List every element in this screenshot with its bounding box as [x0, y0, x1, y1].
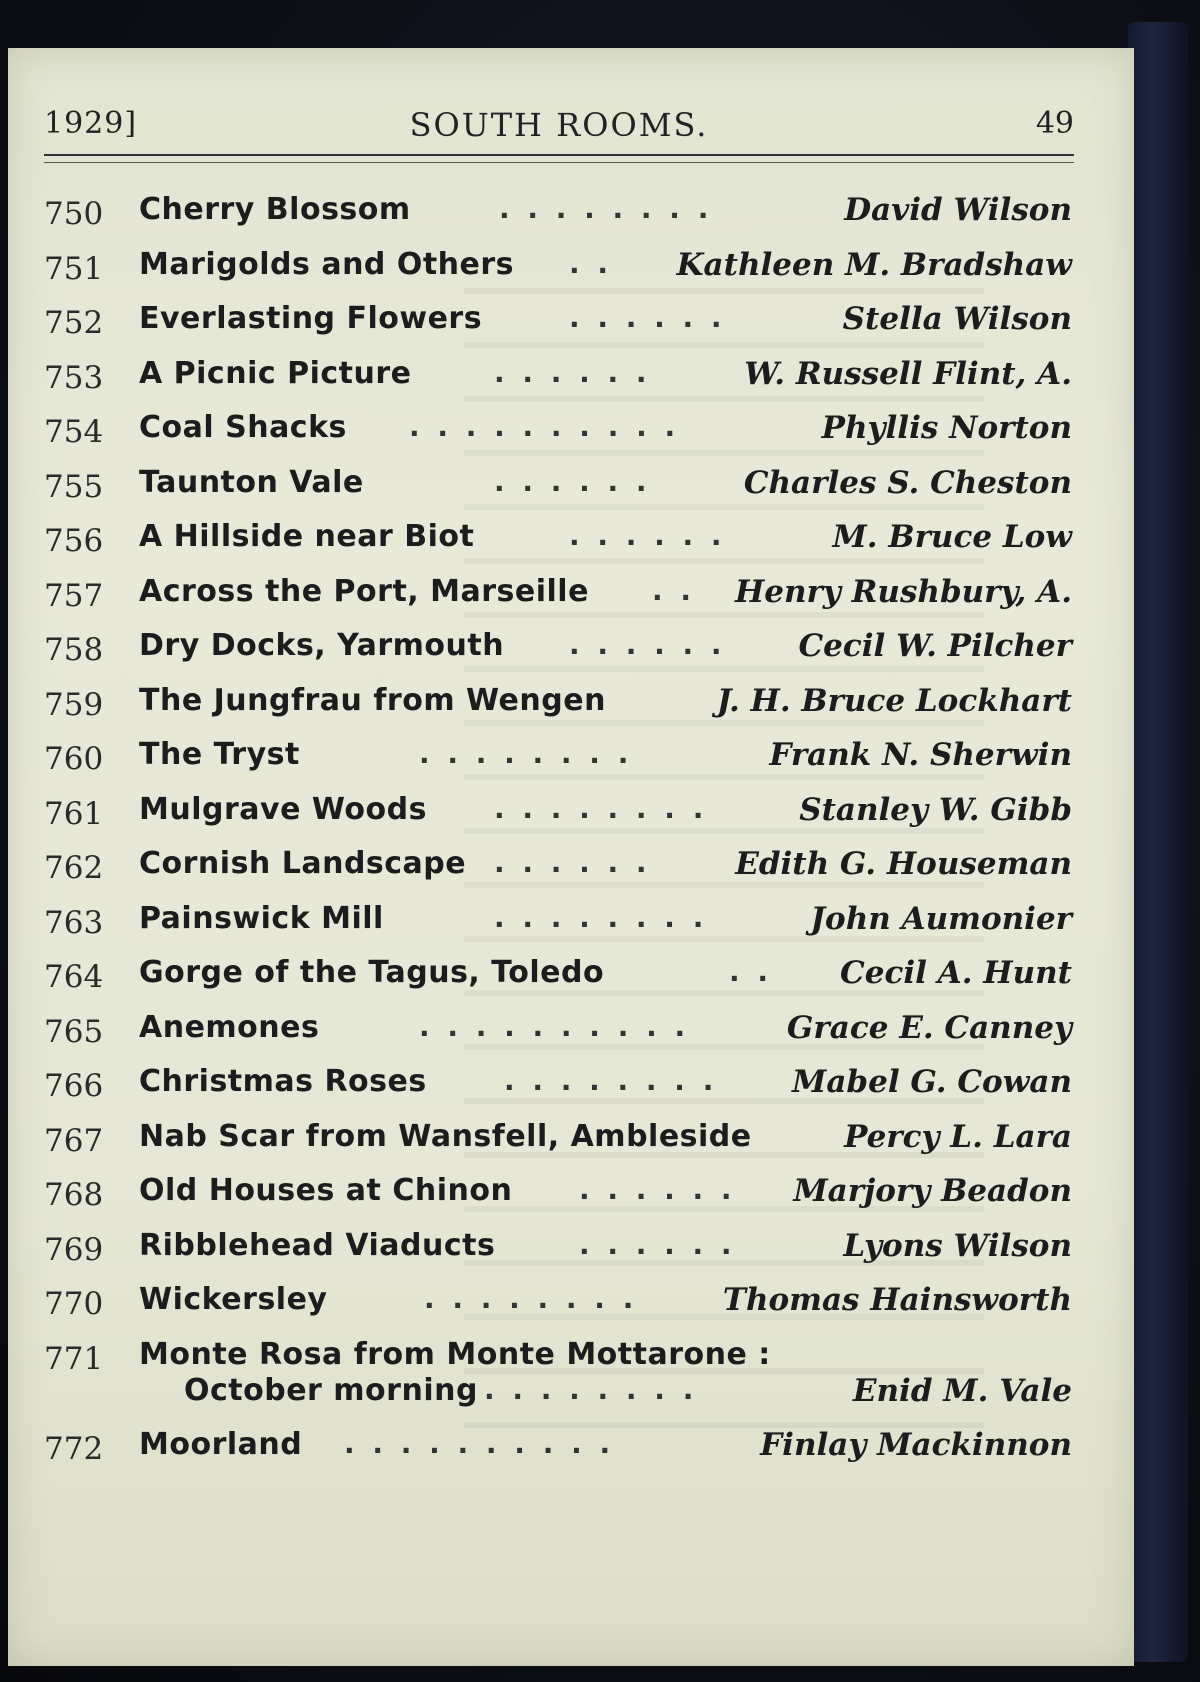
- entry-artist: Enid M. Vale: [852, 1372, 1072, 1409]
- entry-artist: M. Bruce Low: [832, 519, 1072, 555]
- leader-dots: . . . . . . . . . .: [419, 1009, 690, 1043]
- catalogue-entry: [44, 951, 1080, 1006]
- entry-title: The Tryst: [139, 737, 300, 772]
- catalogue-entry: [44, 1060, 1080, 1115]
- entry-artist: Edith G. Houseman: [735, 846, 1072, 882]
- page-number: 49: [1035, 106, 1074, 141]
- entry-title: Anemones: [139, 1009, 320, 1045]
- leader-dots: . . . . . . . .: [494, 791, 708, 825]
- entry-number: 758: [44, 632, 104, 668]
- catalogue-entry: [44, 1115, 1080, 1170]
- catalogue-entry: [44, 352, 1080, 407]
- entry-title: Old Houses at Chinon: [139, 1173, 513, 1208]
- entry-artist: Finlay Mackinnon: [760, 1426, 1072, 1463]
- entry-artist: Marjory Beadon: [793, 1173, 1072, 1209]
- entry-number: 772: [44, 1430, 104, 1467]
- catalogue-entry: [44, 1333, 1080, 1423]
- entry-number: 757: [44, 577, 104, 614]
- catalogue-entry: [44, 243, 1080, 298]
- entry-number: 768: [44, 1177, 104, 1213]
- entry-number: 766: [44, 1068, 104, 1104]
- entry-title: Nab Scar from Wansfell, Ambleside: [139, 1118, 752, 1154]
- entry-title: Taunton Vale: [139, 464, 364, 500]
- entry-title: Wickersley: [139, 1282, 328, 1317]
- entry-number: 751: [44, 250, 104, 287]
- catalogue-entry: [44, 570, 1080, 625]
- entry-artist: Mabel G. Cowan: [792, 1064, 1072, 1100]
- entry-artist: Lyons Wilson: [843, 1227, 1072, 1264]
- catalogue-entry: [44, 1423, 1080, 1478]
- entry-artist: Percy L. Lara: [844, 1118, 1072, 1155]
- entry-title: Marigolds and Others: [139, 246, 515, 282]
- entry-number: 756: [44, 523, 104, 559]
- entry-artist: Henry Rushbury, A.: [734, 573, 1072, 610]
- entry-title: Dry Docks, Yarmouth: [139, 628, 505, 663]
- leader-dots: . . . . . . . .: [424, 1282, 638, 1315]
- entry-artist: Grace E. Canney: [786, 1009, 1072, 1046]
- entry-title: Monte Rosa from Monte Mottarone :: [139, 1336, 771, 1372]
- entry-number: 764: [44, 959, 104, 995]
- leader-dots: . . . . . . . .: [499, 192, 713, 225]
- catalogue-entry: [44, 733, 1080, 788]
- book-page: [8, 48, 1134, 1666]
- entry-title: Ribblehead Viaducts: [139, 1227, 496, 1263]
- header-rule-thick: [44, 154, 1074, 156]
- catalogue-entry: [44, 297, 1080, 352]
- leader-dots: . . . . . . . . . .: [409, 410, 680, 443]
- entry-artist: Cecil A. Hunt: [840, 955, 1072, 991]
- entry-artist: Stanley W. Gibb: [799, 791, 1072, 828]
- catalogue-entry: [44, 842, 1080, 897]
- catalogue-entry: [44, 679, 1080, 734]
- leader-dots: . . . . . . . .: [484, 1372, 698, 1406]
- entry-artist: W. Russell Flint, A.: [744, 355, 1072, 392]
- catalogue-entry: [44, 897, 1080, 952]
- entry-number: 754: [44, 414, 104, 450]
- leader-dots: . . . . . .: [569, 628, 726, 661]
- entry-artist: J. H. Bruce Lockhart: [716, 682, 1072, 719]
- catalogue-entry: [44, 1006, 1080, 1061]
- entry-artist: Kathleen M. Bradshaw: [676, 246, 1072, 283]
- catalogue-entry: [44, 1169, 1080, 1224]
- catalogue-entry: [44, 515, 1080, 570]
- entry-number: 769: [44, 1231, 104, 1268]
- entry-number: 760: [44, 741, 104, 777]
- entry-number: 762: [44, 850, 104, 886]
- catalogue-entry: [44, 624, 1080, 679]
- entry-number: 767: [44, 1122, 104, 1159]
- entry-artist: John Aumonier: [810, 900, 1072, 937]
- entry-title: Gorge of the Tagus, Toledo: [139, 955, 605, 990]
- entry-title: Mulgrave Woods: [139, 791, 427, 827]
- entry-number: 771: [44, 1340, 104, 1377]
- leader-dots: . . . . . . . . . .: [344, 1426, 615, 1460]
- entry-title: Christmas Roses: [139, 1064, 427, 1099]
- entry-title: Moorland: [139, 1426, 303, 1462]
- catalogue-entry: [44, 406, 1080, 461]
- entry-number: 763: [44, 904, 104, 941]
- leader-dots: . .: [729, 955, 773, 988]
- leader-dots: . . . . . . . .: [494, 900, 708, 934]
- entry-artist: David Wilson: [844, 192, 1072, 228]
- header-title: SOUTH ROOMS.: [409, 106, 709, 144]
- leader-dots: . . . . . .: [494, 846, 651, 879]
- entry-title: Painswick Mill: [139, 900, 384, 936]
- entry-title: Across the Port, Marseille: [139, 573, 589, 609]
- header-rule-thin: [44, 162, 1074, 163]
- entry-artist: Thomas Hainsworth: [722, 1282, 1072, 1318]
- leader-dots: . .: [569, 246, 613, 280]
- leader-dots: . . . . . .: [494, 355, 651, 389]
- entry-number: 750: [44, 196, 104, 232]
- book-cover-edge: [1128, 22, 1188, 1662]
- catalogue-entry: [44, 1278, 1080, 1333]
- entry-title: Coal Shacks: [139, 410, 347, 445]
- leader-dots: . .: [652, 573, 696, 607]
- entry-title: A Picnic Picture: [139, 355, 412, 391]
- catalogue-entry: [44, 188, 1080, 243]
- catalogue-entry: [44, 1224, 1080, 1279]
- entry-title: Cornish Landscape: [139, 846, 467, 881]
- leader-dots: . . . . . .: [569, 301, 726, 334]
- leader-dots: . . . . . .: [569, 519, 726, 552]
- entry-number: 755: [44, 468, 104, 505]
- catalogue-entry: [44, 461, 1080, 516]
- leader-dots: . . . . . . . .: [504, 1064, 718, 1097]
- entry-title: A Hillside near Biot: [139, 519, 475, 554]
- leader-dots: . . . . . .: [579, 1227, 736, 1261]
- entry-artist: Stella Wilson: [842, 301, 1072, 337]
- entry-title: The Jungfrau from Wengen: [139, 682, 606, 718]
- entry-number: 761: [44, 795, 104, 832]
- entry-number: 753: [44, 359, 104, 396]
- entry-number: 765: [44, 1013, 104, 1050]
- leader-dots: . . . . . . . .: [419, 737, 633, 770]
- entry-title-continued: October morning: [184, 1372, 478, 1408]
- catalogue-list: [44, 188, 1080, 1477]
- entry-artist: Cecil W. Pilcher: [798, 628, 1072, 664]
- catalogue-entry: [44, 788, 1080, 843]
- header-year: 1929]: [44, 106, 138, 141]
- entry-title: Everlasting Flowers: [139, 301, 483, 336]
- entry-artist: Frank N. Sherwin: [769, 737, 1072, 773]
- entry-artist: Charles S. Cheston: [743, 464, 1072, 501]
- entry-title: Cherry Blossom: [139, 192, 411, 227]
- entry-artist: Phyllis Norton: [821, 410, 1072, 446]
- entry-number: 759: [44, 686, 104, 723]
- leader-dots: . . . . . .: [579, 1173, 736, 1206]
- leader-dots: . . . . . .: [494, 464, 651, 498]
- running-head: [44, 106, 1074, 146]
- entry-number: 770: [44, 1286, 104, 1322]
- entry-number: 752: [44, 305, 104, 341]
